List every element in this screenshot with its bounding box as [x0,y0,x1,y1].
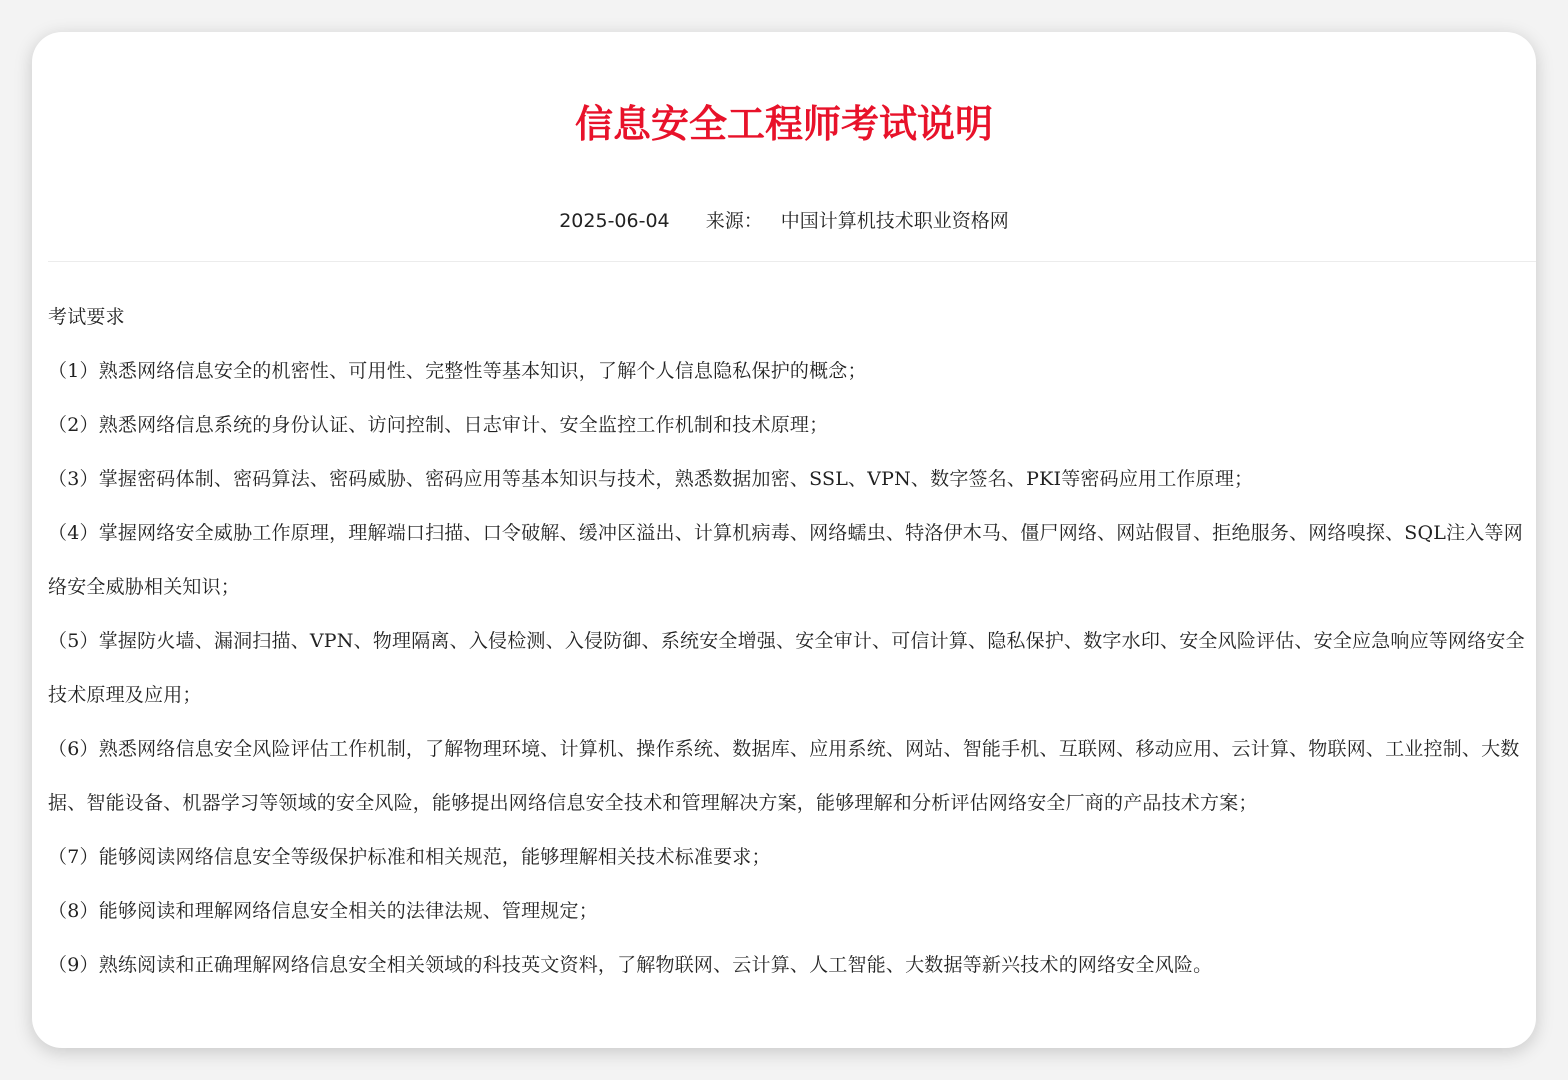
publish-date: 2025-06-04 [559,210,670,232]
list-item: （2）熟悉网络信息系统的身份认证、访问控制、日志审计、安全监控工作机制和技术原理； [48,414,829,436]
divider [48,261,1536,262]
list-item: （4）掌握网络安全威胁工作原理，理解端口扫描、口令破解、缓冲区溢出、计算机病毒、网络蠕虫、特洛伊木马、僵尸网络、网站假冒、拒绝服务、网络嗅探、SQL注入等网络安全威胁相关知识； [48,522,1523,598]
article-card [32,32,1536,1048]
article-body [48,290,1532,992]
list-item: （3）掌握密码体制、密码算法、密码威胁、密码应用等基本知识与技术，熟悉数据加密、SSL、VPN、数字签名、PKI等密码应用工作原理； [48,468,1254,490]
list-item: （1）熟悉网络信息安全的机密性、可用性、完整性等基本知识，了解个人信息隐私保护的概念； [48,360,867,382]
page-title: 信息安全工程师考试说明 [574,102,993,146]
list-item: （5）掌握防火墙、漏洞扫描、VPN、物理隔离、入侵检测、入侵防御、系统安全增强、安全审计、可信计算、隐私保护、数字水印、安全风险评估、安全应急响应等网络安全技术原理及应用； [48,630,1525,706]
article-meta [32,206,1536,236]
list-item: （7）能够阅读网络信息安全等级保护标准和相关规范，能够理解相关技术标准要求； [48,846,771,868]
list-item: （9）熟练阅读和正确理解网络信息安全相关领域的科技英文资料，了解物联网、云计算、人工智能、大数据等新兴技术的网络安全风险。 [48,954,1213,976]
source-label: 来源： [705,210,763,232]
list-item: （6）熟悉网络信息安全风险评估工作机制，了解物理环境、计算机、操作系统、数据库、应用系统、网站、智能手机、互联网、移动应用、云计算、物联网、工业控制、大数据、智能设备、机器学习等领域的安全风险，能够提出网络信息安全技术和管理解决方案，能够理解和分析评估网络安全厂商的产品技术方案； [48,738,1520,814]
section-heading: 考试要求 [48,306,125,328]
source-name: 中国计算机技术职业资格网 [780,210,1009,232]
list-item: （8）能够阅读和理解网络信息安全相关的法律法规、管理规定； [48,900,598,922]
